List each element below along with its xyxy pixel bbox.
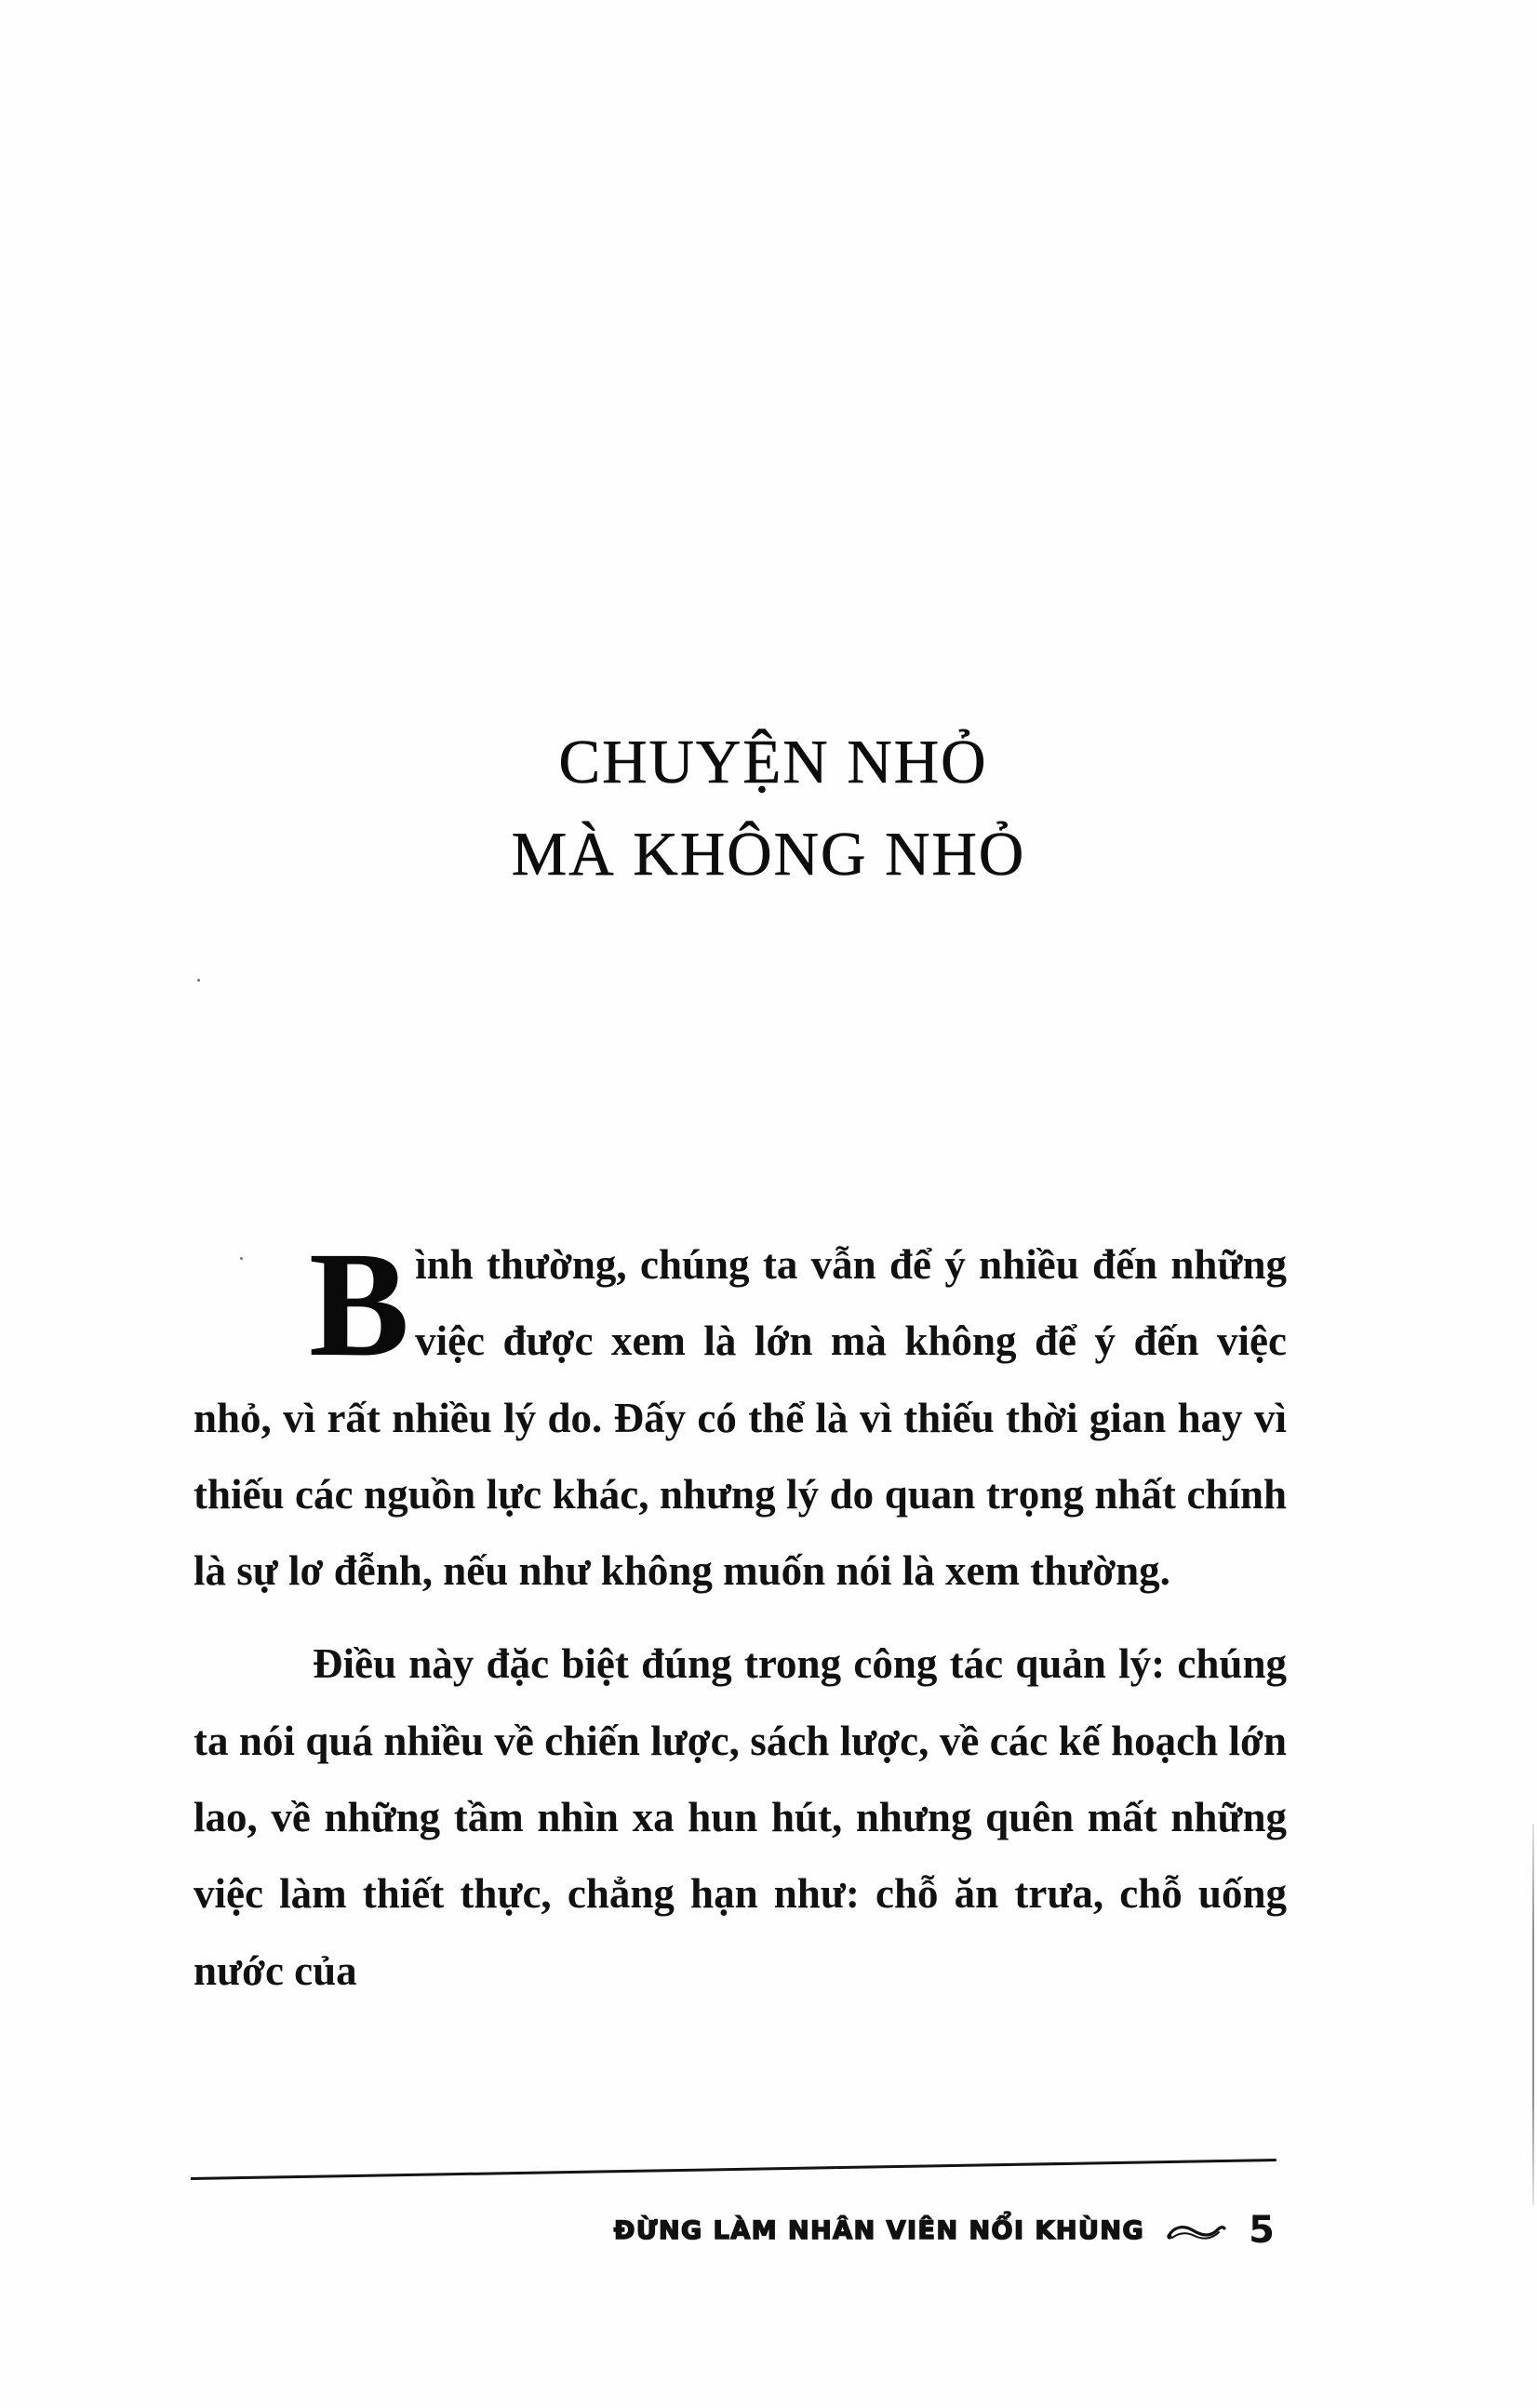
page-footer: [614, 2208, 1275, 2253]
paragraph-2: Điều này đặc biệt đúng trong công tác quản lý: chúng ta nói quá nhiều về chiến lược, sách lược, về các kế hoạch lớn lao, về những tầm nhìn xa hun hút, nhưng quên mất những việc làm thiết thực, chẳng hạn như: chỗ ăn trưa, chỗ uống nước của: [194, 1640, 1287, 1994]
running-head-book-title: ĐỪNG LÀM NHÂN VIÊN NỔI KHÙNG: [613, 2215, 1145, 2245]
page-number: 5: [1249, 2209, 1275, 2252]
dust-speck: [197, 979, 200, 982]
dust-speck: [240, 1257, 243, 1260]
chapter-title-line-2: MÀ KHÔNG NHỎ: [511, 820, 1026, 889]
chapter-body: [194, 1222, 1287, 2009]
chapter-title-line-1: CHUYỆN NHỎ: [558, 728, 988, 796]
chapter-title: [0, 716, 1537, 901]
swash-ornament-icon: [1165, 2217, 1228, 2243]
paragraph-1-text: ình thường, chúng ta vẫn để ý nhiều đến những việc được xem là lớn mà không để ý đến việc nhỏ, vì rất nhiều lý do. Đấy có thể là vì thiếu thời gian hay vì thiếu các nguồn lực khác, nhưng lý do quan trọng nhất chính là sự lơ đễnh, nếu như không muốn nói là xem thường.: [194, 1241, 1287, 1595]
drop-cap: B: [309, 1222, 410, 1388]
footer-divider: [191, 2159, 1276, 2180]
paragraph-1: [194, 1222, 1287, 1609]
scan-edge-shadow: [1532, 1824, 1534, 2205]
